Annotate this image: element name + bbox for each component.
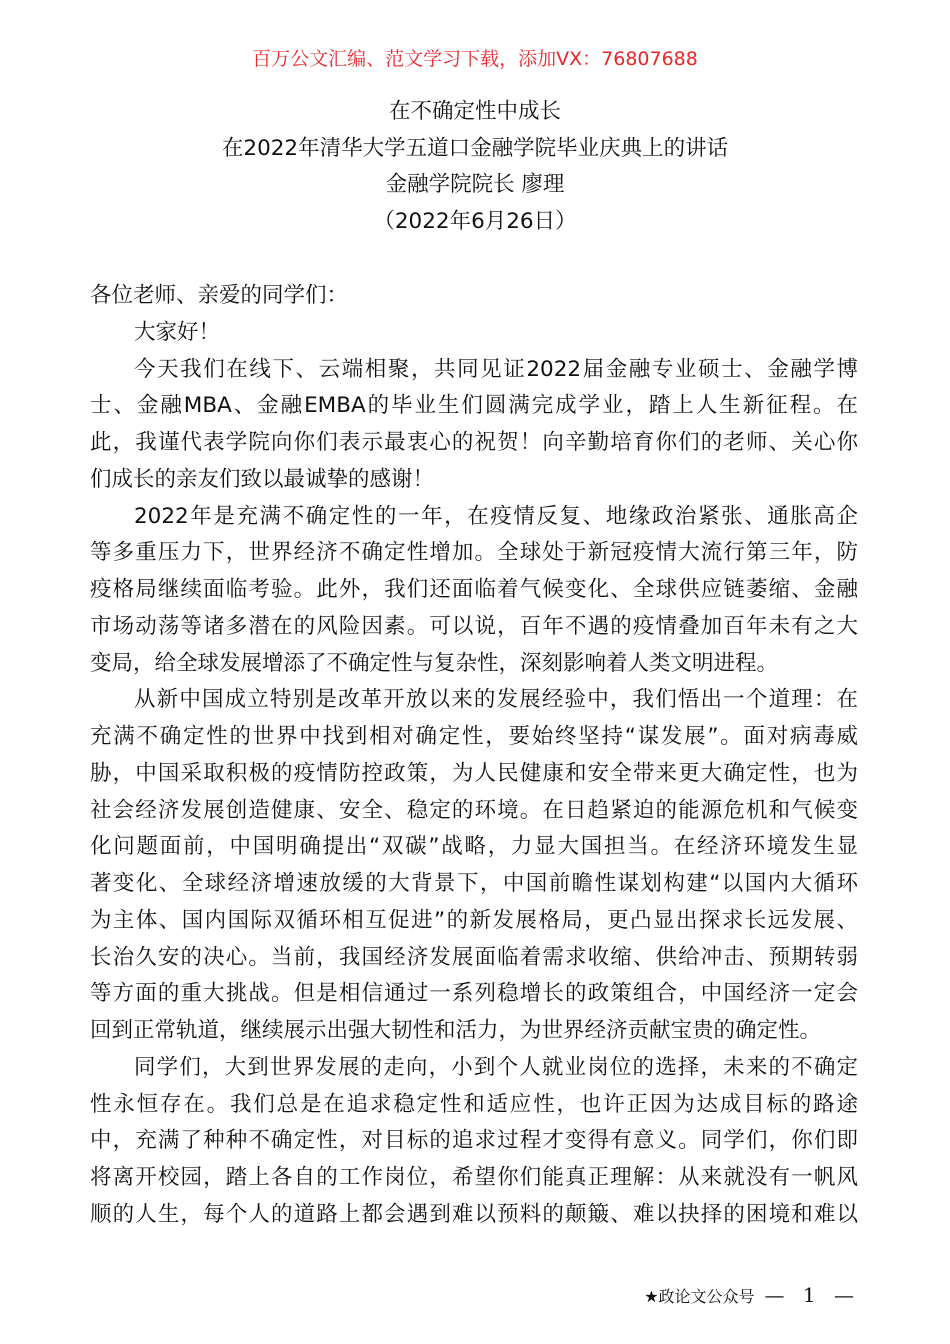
paragraph [90,278,858,315]
text-line: 2022年是充满不确定性的一年，在疫情反复、地缘政治紧张、通胀高企 [134,503,858,529]
text-line: 各位老师、亲爱的同学们： [90,283,349,308]
page-title: 在不确定性中成长 [388,99,561,124]
text-line: 从新中国成立特别是改革开放以来的发展经验中，我们悟出一个道理：在 [134,687,858,713]
footer-source: ★政论文公众号 [644,1287,755,1306]
text-line: 今天我们在线下、云端相聚，共同见证2022届金融专业硕士、金融学博 [134,356,858,382]
text-line: 们成长的亲友们致以最诚挚的感谢！ [90,466,435,492]
paragraph [90,499,858,683]
text-line: 充满不确定性的世界中找到相对确定性，要始终坚持“谋发展”。面对病毒威 [90,724,858,749]
author: 金融学院院长 廖理 [385,172,565,198]
paragraph [90,1050,858,1234]
subtitle: 在2022年清华大学五道口金融学院毕业庆典上的讲话 [221,135,729,161]
text-line: 顺的人生，每个人的道路上都会遇到难以预料的颠簸、难以抉择的困境和难以 [90,1201,858,1227]
watermark-banner: 百万公文汇编、范文学习下载，添加VX：76807688 [252,48,698,70]
paragraph [90,682,858,1050]
text-line: 回到正常轨道，继续展示出强大韧性和活力，为世界经济贡献宝贵的确定性。 [90,1018,822,1043]
date: （2022年6月26日） [373,209,577,235]
text-line: 此，我谨代表学院向你们表示最衷心的祝贺！向辛勤培育你们的老师、关心你 [90,430,858,455]
paragraph [90,352,858,499]
text-line: 化问题面前，中国明确提出“双碳”战略，力显大国担当。在经济环境发生显 [90,834,858,860]
document-body [90,278,858,1234]
text-line: 将离开校园，踏上各自的工作岗位，希望你们能真正理解：从来就没有一帆风 [90,1165,858,1190]
text-line: 中，充满了种种不确定性，对目标的追求过程才变得有意义。同学们，你们即 [90,1128,858,1154]
page-number: — 1 — [764,1283,860,1307]
text-line: 等多重压力下，世界经济不确定性增加。全球处于新冠疫情大流行第三年，防 [90,540,858,566]
text-line: 变局，给全球发展增添了不确定性与复杂性，深刻影响着人类文明进程。 [90,650,779,676]
text-line: 性永恒存在。我们总是在追求稳定性和适应性，也许正因为达成目标的路途 [90,1091,858,1117]
text-line: 等方面的重大挑战。但是相信通过一系列稳增长的政策组合，中国经济一定会 [90,981,858,1007]
text-line: 士、金融MBA、金融EMBA的毕业生们圆满完成学业，踏上人生新征程。在 [90,393,858,419]
text-line: 著变化、全球经济增速放缓的大背景下，中国前瞻性谋划构建“以国内大循环 [90,871,858,896]
text-line: 为主体、国内国际双循环相互促进”的新发展格局，更凸显出探求长远发展、 [90,907,858,933]
text-line: 长治久安的决心。当前，我国经济发展面临着需求收缩、供给冲击、预期转弱 [90,944,858,970]
text-line: 社会经济发展创造健康、安全、稳定的环境。在日趋紧迫的能源危机和气候变 [90,797,858,823]
text-line: 疫格局继续面临考验。此外，我们还面临着气候变化、全球供应链萎缩、金融 [90,577,858,602]
text-line: 市场动荡等诸多潜在的风险因素。可以说，百年不遇的疫情叠加百年未有之大 [90,613,858,639]
text-line: 大家好！ [134,319,221,345]
title-block [0,94,950,241]
text-line: 同学们，大到世界发展的走向，小到个人就业岗位的选择，未来的不确定 [134,1054,858,1080]
text-line: 胁，中国采取积极的疫情防控政策，为人民健康和安全带来更大确定性，也为 [90,760,858,786]
paragraph [90,315,858,352]
page-footer [644,1283,860,1309]
